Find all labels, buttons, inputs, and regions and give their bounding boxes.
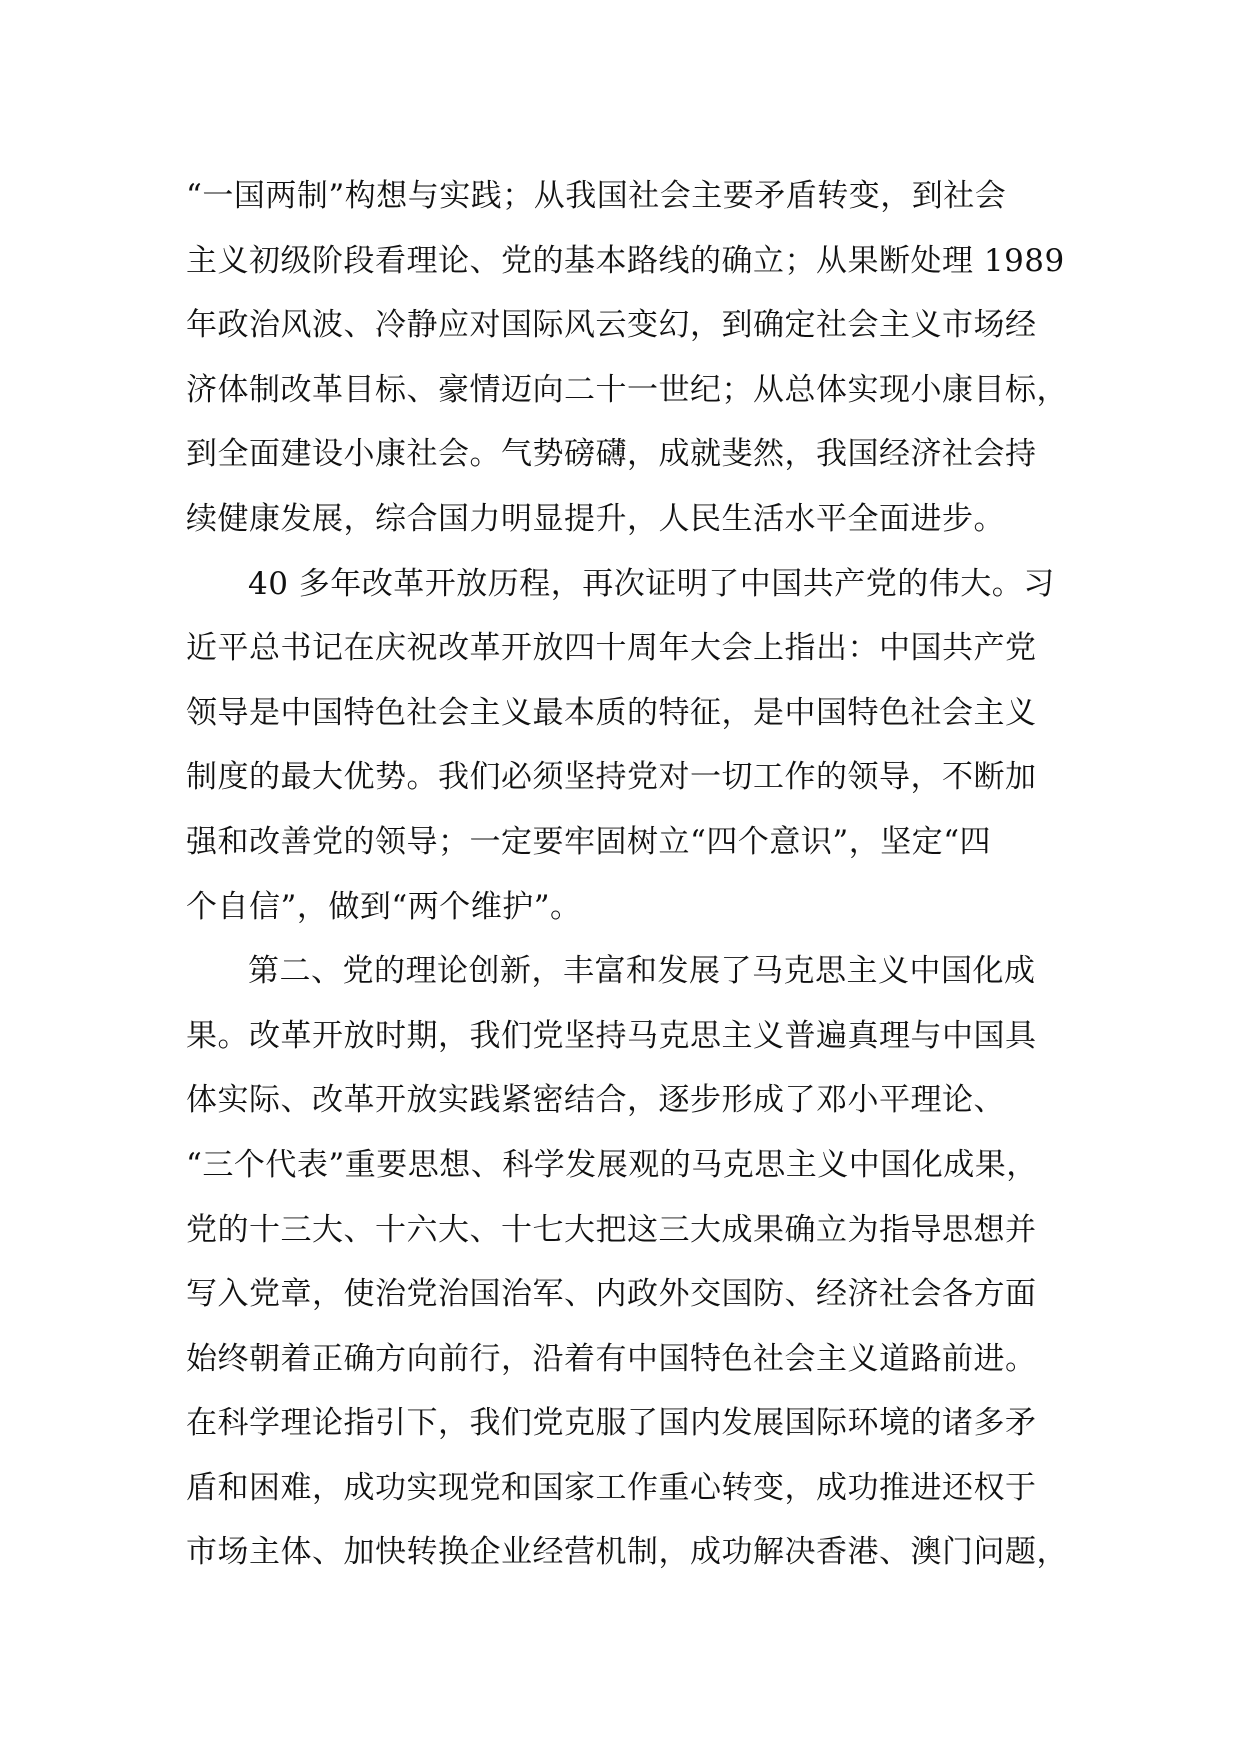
text-line: 市场主体、加快转换企业经营机制，成功解决香港、澳门问题，: [186, 1534, 1068, 1571]
text-line: 个自信”，做到“两个维护”。: [186, 888, 582, 925]
text-line: 果。改革开放时期，我们党坚持马克思主义普遍真理与中国具: [186, 1017, 1037, 1054]
text-line: 领导是中国特色社会主义最本质的特征，是中国特色社会主义: [186, 694, 1037, 731]
text-line: 盾和困难，成功实现党和国家工作重心转变，成功推进还权于: [186, 1469, 1037, 1506]
text-line: 始终朝着正确方向前行，沿着有中国特色社会主义道路前进。: [186, 1340, 1037, 1377]
text-line: 近平总书记在庆祝改革开放四十周年大会上指出：中国共产党: [186, 630, 1037, 667]
text-line: 到全面建设小康社会。气势磅礴，成就斐然，我国经济社会持: [186, 436, 1037, 473]
text-line: 主义初级阶段看理论、党的基本路线的确立；从果断处理 1989: [186, 242, 1065, 279]
text-line: 写入党章，使治党治国治军、内政外交国防、经济社会各方面: [186, 1276, 1037, 1313]
text-line: 体实际、改革开放实践紧密结合，逐步形成了邓小平理论、: [186, 1082, 1005, 1119]
text-line: 续健康发展，综合国力明显提升，人民生活水平全面进步。: [186, 500, 1005, 537]
text-line: 强和改善党的领导；一定要牢固树立“四个意识”，坚定“四: [186, 823, 992, 860]
text-line: 党的十三大、十六大、十七大把这三大成果确立为指导思想并: [186, 1211, 1037, 1248]
paragraph-start-line: 第二、党的理论创新，丰富和发展了马克思主义中国化成: [248, 953, 1036, 990]
text-line: “三个代表”重要思想、科学发展观的马克思主义中国化成果，: [186, 1146, 1038, 1183]
paragraph-start-line: 40 多年改革开放历程，再次证明了中国共产党的伟大。习: [248, 565, 1055, 602]
text-line: “一国两制”构想与实践；从我国社会主要矛盾转变，到社会: [186, 178, 1007, 214]
body-text: [186, 164, 1086, 1585]
text-line: 制度的最大优势。我们必须坚持党对一切工作的领导，不断加: [186, 759, 1037, 796]
text-line: 济体制改革目标、豪情迈向二十一世纪；从总体实现小康目标，: [186, 371, 1068, 408]
text-line: 年政治风波、冷静应对国际风云变幻，到确定社会主义市场经: [186, 307, 1037, 344]
text-line: 在科学理论指引下，我们党克服了国内发展国际环境的诸多矛: [186, 1405, 1037, 1442]
